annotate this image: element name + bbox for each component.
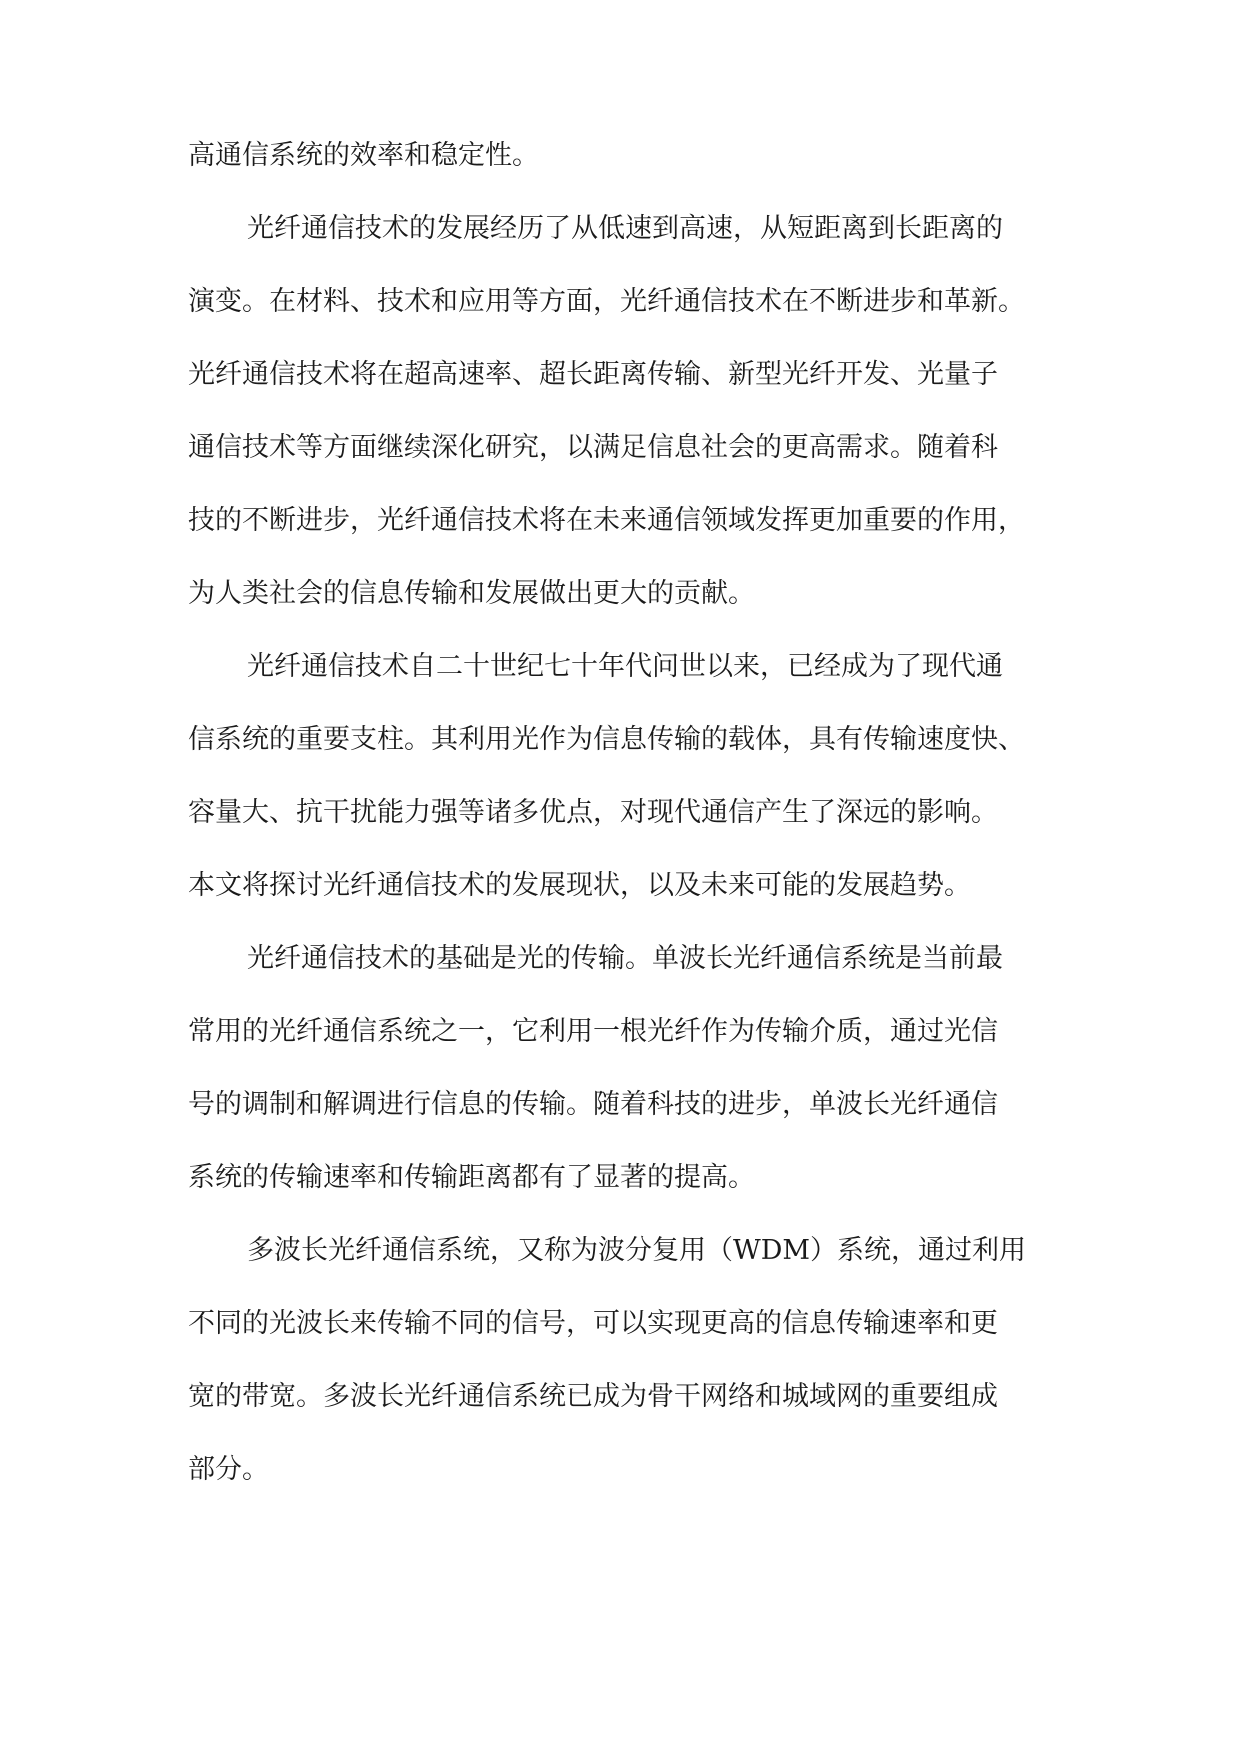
paragraph [188,1233,1068,1525]
text-line: 光纤通信技术自二十世纪七十年代问世以来，已经成为了现代通 [247,651,1003,682]
text-line: 技的不断进步，光纤通信技术将在未来通信领域发挥更加重要的作用， [188,505,1025,536]
paragraph [188,649,1068,941]
text-line: 号的调制和解调进行信息的传输。随着科技的进步，单波长光纤通信 [188,1089,998,1120]
text-line: 容量大、抗干扰能力强等诸多优点，对现代通信产生了深远的影响。 [188,797,998,828]
paragraph [188,138,1068,211]
text-line: 演变。在材料、技术和应用等方面，光纤通信技术在不断进步和革新。 [188,286,1025,317]
paragraph [188,941,1068,1233]
text-line: 部分。 [188,1454,269,1485]
paragraph [188,211,1068,649]
text-line: 不同的光波长来传输不同的信号，可以实现更高的信息传输速率和更 [188,1308,998,1339]
text-line: 通信技术等方面继续深化研究，以满足信息社会的更高需求。随着科 [188,432,998,463]
text-line: 系统的传输速率和传输距离都有了显著的提高。 [188,1162,755,1193]
text-line: 光纤通信技术将在超高速率、超长距离传输、新型光纤开发、光量子 [188,359,998,390]
text-line: 高通信系统的效率和稳定性。 [188,140,539,171]
text-line: 信系统的重要支柱。其利用光作为信息传输的载体，具有传输速度快、 [188,724,1025,755]
text-line: 多波长光纤通信系统，又称为波分复用（WDM）系统，通过利用 [247,1235,1027,1266]
text-line: 常用的光纤通信系统之一，它利用一根光纤作为传输介质，通过光信 [188,1016,998,1047]
text-line: 为人类社会的信息传输和发展做出更大的贡献。 [188,578,755,609]
text-line: 光纤通信技术的发展经历了从低速到高速，从短距离到长距离的 [247,213,1003,244]
document-body [188,138,1068,1525]
text-line: 本文将探讨光纤通信技术的发展现状，以及未来可能的发展趋势。 [188,870,971,901]
text-line: 宽的带宽。多波长光纤通信系统已成为骨干网络和城域网的重要组成 [188,1381,998,1412]
text-line: 光纤通信技术的基础是光的传输。单波长光纤通信系统是当前最 [247,943,1003,974]
